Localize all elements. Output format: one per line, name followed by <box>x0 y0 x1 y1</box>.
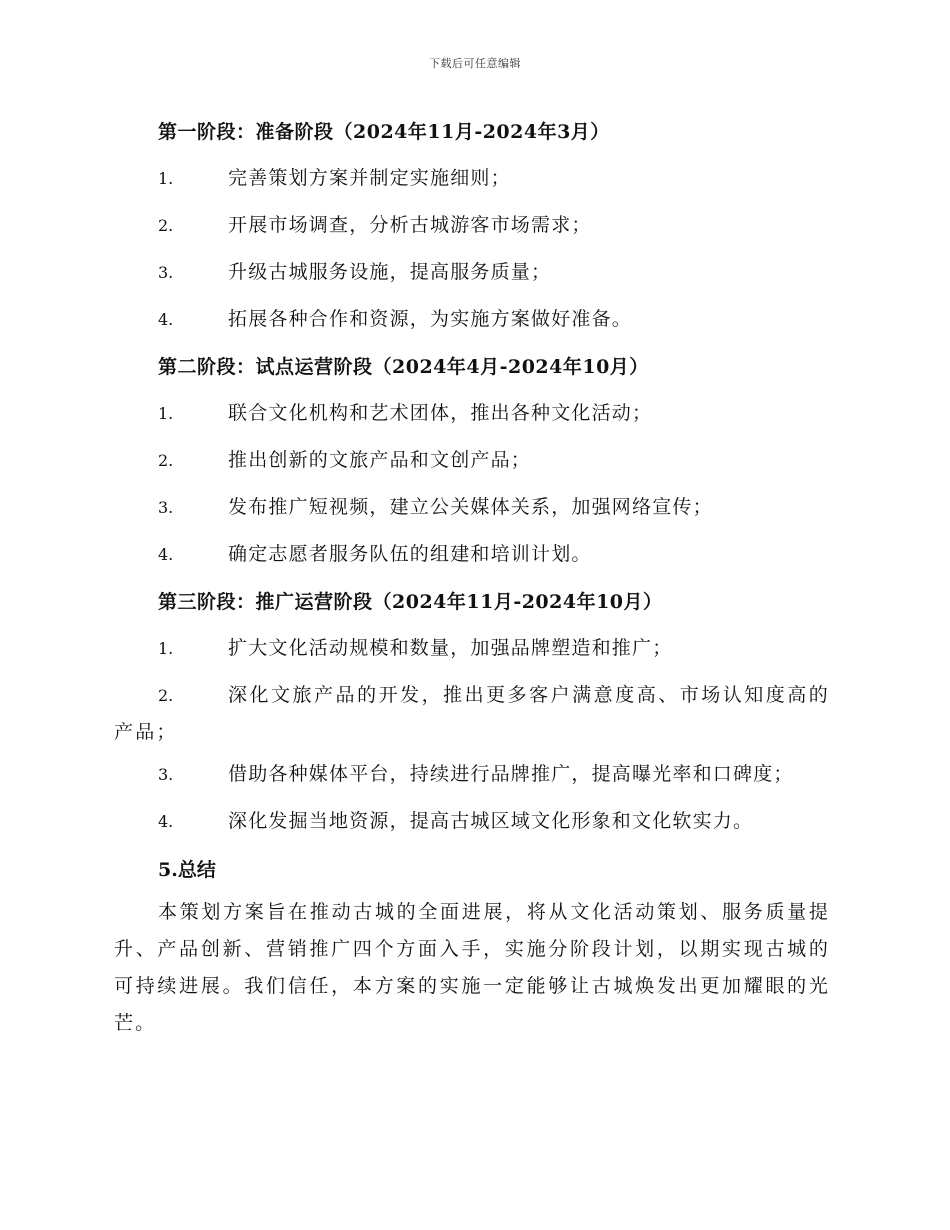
document-body <box>114 108 830 1042</box>
list-number: 1. <box>158 639 174 658</box>
list-text: 发布推广短视频，建立公关媒体关系，加强网络宣传； <box>228 496 713 518</box>
list-number: 2. <box>158 451 174 470</box>
list-number: 2. <box>158 216 174 235</box>
list-text: 借助各种媒体平台，持续进行品牌推广，提高曝光率和口碑度； <box>228 763 794 785</box>
list-number: 3. <box>158 765 174 784</box>
list-item <box>114 798 830 845</box>
list-item <box>114 751 830 798</box>
list-number: 4. <box>158 812 174 831</box>
list-item <box>114 437 830 484</box>
list-text: 深化发掘当地资源，提高古城区域文化形象和文化软实力。 <box>228 810 754 832</box>
list-number: 1. <box>158 404 174 423</box>
list-text: 深化文旅产品的开发，推出更多客户满意度高、市场认知度高的产品； <box>114 684 830 743</box>
list-number: 4. <box>158 545 174 564</box>
phase-3-heading: 第三阶段：推广运营阶段（2024年11月-2024年10月） <box>158 590 663 613</box>
list-item <box>114 625 830 672</box>
list-item <box>114 296 830 343</box>
list-item <box>114 672 830 751</box>
list-text: 开展市场调查，分析古城游客市场需求； <box>228 214 592 236</box>
list-text: 确定志愿者服务队伍的组建和培训计划。 <box>228 543 592 565</box>
list-number: 4. <box>158 310 174 329</box>
list-text: 升级古城服务设施，提高服务质量； <box>228 261 552 283</box>
list-item <box>114 202 830 249</box>
list-text: 推出创新的文旅产品和文创产品； <box>228 449 532 471</box>
list-item <box>114 249 830 296</box>
phase-1-heading: 第一阶段：准备阶段（2024年11月-2024年3月） <box>158 120 610 143</box>
list-item <box>114 390 830 437</box>
summary-heading: 5.总结 <box>158 859 216 881</box>
list-number: 3. <box>158 263 174 282</box>
phase-2-heading: 第二阶段：试点运营阶段（2024年4月-2024年10月） <box>158 355 649 378</box>
page-header: 下载后可任意编辑 <box>429 57 521 70</box>
summary-paragraph: 本策划方案旨在推动古城的全面进展，将从文化活动策划、服务质量提升、产品创新、营销推广四个方面入手，实施分阶段计划，以期实现古城的可持续进展。我们信任，本方案的实施一定能够让古城焕发出更加耀眼的光芒。 <box>114 901 830 1034</box>
list-number: 2. <box>158 686 174 705</box>
list-text: 联合文化机构和艺术团体，推出各种文化活动； <box>228 402 653 424</box>
list-number: 3. <box>158 498 174 517</box>
list-item <box>114 484 830 531</box>
list-text: 完善策划方案并制定实施细则； <box>228 167 511 189</box>
list-text: 拓展各种合作和资源，为实施方案做好准备。 <box>228 308 633 330</box>
list-number: 1. <box>158 169 174 188</box>
list-item <box>114 155 830 202</box>
list-item <box>114 531 830 578</box>
list-text: 扩大文化活动规模和数量，加强品牌塑造和推广； <box>228 637 673 659</box>
